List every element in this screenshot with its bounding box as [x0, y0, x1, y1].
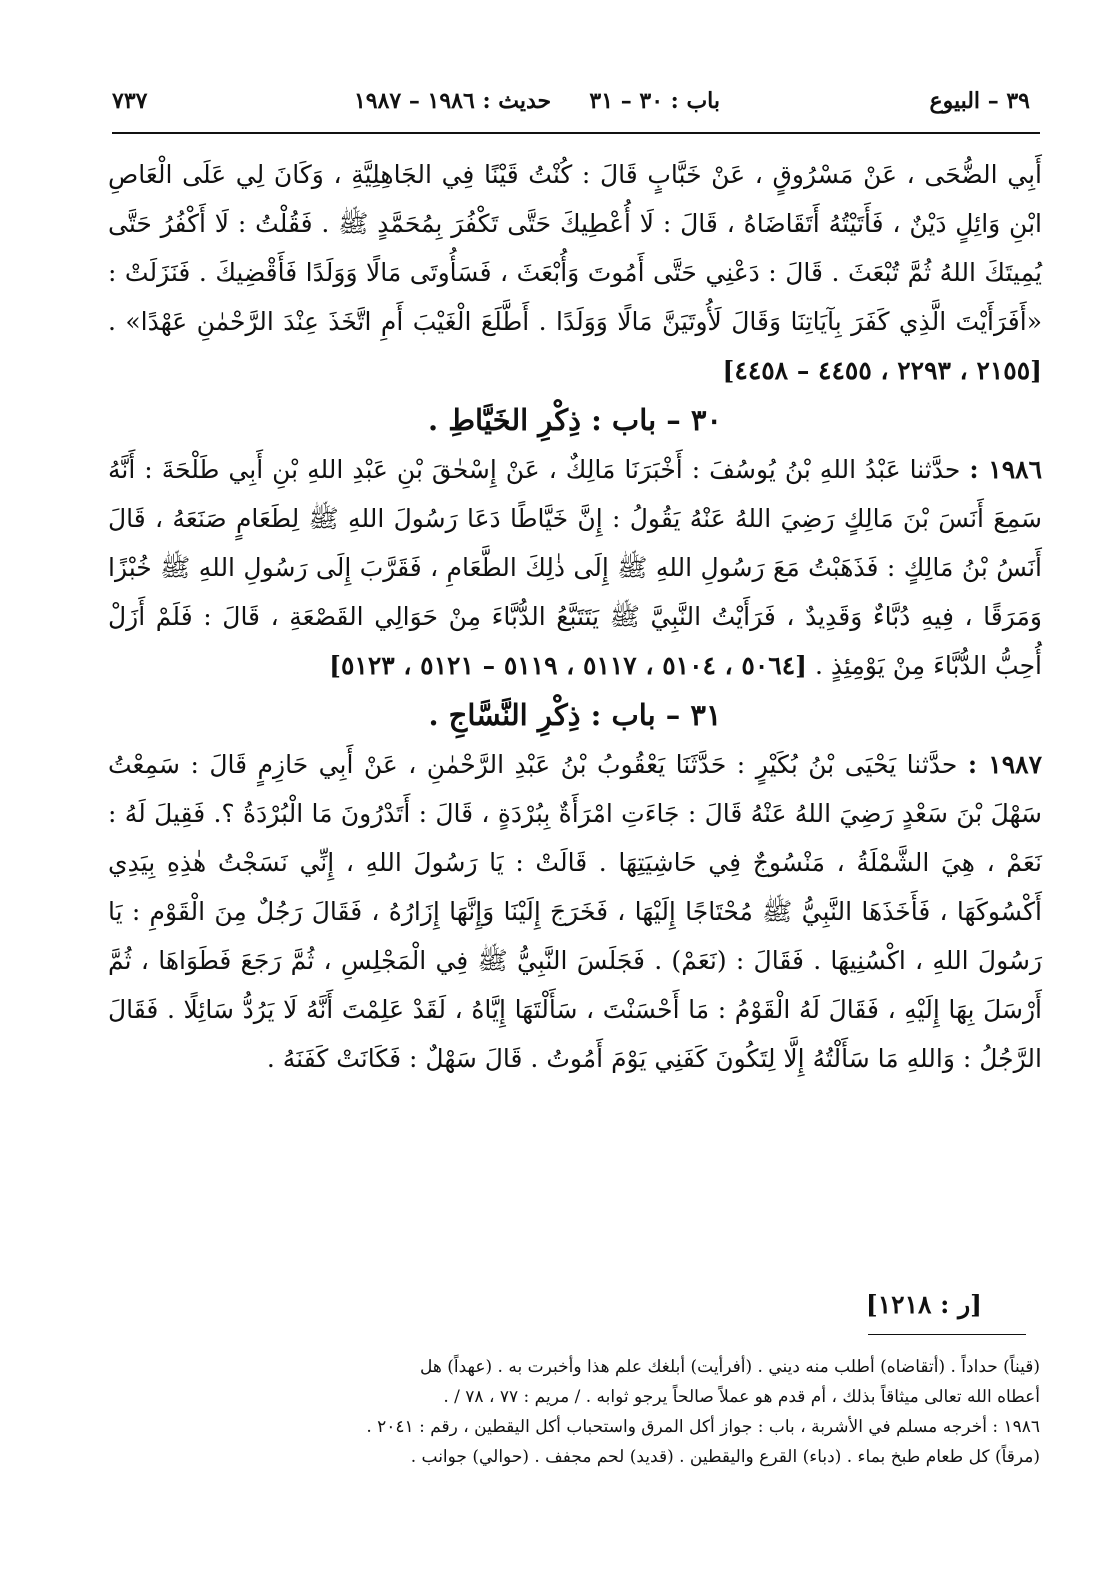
hadith-1987-refs: [ر : ١٢١٨]	[865, 1290, 982, 1319]
chapter-title-30: ٣٠ – باب : ذِكْرِ الخَيَّاطِ .	[428, 403, 722, 437]
header-divider	[112, 132, 1040, 134]
hadith-1987	[108, 740, 1042, 1083]
footnote-line: (مرقاً) كل طعام طبخ بماء . (دباء) القرع واليقطين . (قديد) لحم مجفف . (حوالي) جوانب .	[410, 1447, 1040, 1467]
hadith-1987-text: حدَّثنا يَحْيَى بْنُ بُكَيْرٍ : حَدَّثَنَا يَعْقُوبُ بْنُ عَبْدِ الرَّحْمٰنِ ، عَنْ أَبِي حَازِمٍ قَالَ : سَمِعْتُ سَهْلَ بْنَ سَعْدٍ رَضِيَ اللهُ عَنْهُ قَالَ : جَاءَتِ امْرَأَةٌ بِبُرْدَةٍ ، قَالَ : أَتَدْرُونَ مَا الْبُرْدَةُ ؟. فَقِيلَ لَهُ : نَعَمْ ، هِيَ الشَّمْلَةُ ، مَنْسُوجٌ فِي حَاشِيَتِهَا . قَالَتْ : يَا رَسُولَ اللهِ ، إِنِّي نَسَجْتُ هٰذِهِ بِيَدِي أَكْسُوكَهَا ، فَأَخَذَهَا النَّبِيُّ ﷺ مُحْتَاجًا إِلَيْهَا ، فَخَرَجَ إِلَيْنَا وَإِنَّهَا إِزَارُهُ ، فَقَالَ رَجُلٌ مِنَ الْقَوْمِ : يَا رَسُولَ اللهِ ، اكْسُنِيهَا . فَقَالَ : (نَعَمْ) . فَجَلَسَ النَّبِيُّ ﷺ فِي الْمَجْلِسِ ، ثُمَّ رَجَعَ فَطَوَاهَا ، ثُمَّ أَرْسَلَ بِهَا إِلَيْهِ ، فَقَالَ لَهُ الْقَوْمُ : مَا أَحْسَنْتَ ، سَأَلْتَهَا إِيَّاهُ ، لَقَدْ عَلِمْتَ أَنَّهُ لَا يَرُدُّ سَائِلًا . فَقَالَ الرَّجُلُ : وَاللهِ مَا سَأَلْتُهُ إِلَّا لِتَكُونَ كَفَنِي يَوْمَ أَمُوتُ . قَالَ سَهْلٌ : فَكَانَتْ كَفَنَهُ .	[108, 750, 1042, 1073]
hadith-1986-number: ١٩٨٦ :	[969, 455, 1043, 484]
page-number: ٧٣٧	[112, 88, 148, 114]
header-bab-ref: باب : ٣٠ – ٣١	[589, 88, 720, 114]
continued-hadith-refs: [٢١٥٥ ، ٢٢٩٣ ، ٤٤٥٥ – ٤٤٥٨]	[722, 356, 1042, 385]
continued-hadith	[108, 150, 1042, 395]
header-chapter: ٣٩ – البيوع	[929, 88, 1030, 114]
footnote-line: ١٩٨٦ : أخرجه مسلم في الأشربة ، باب : جواز أكل المرق واستحباب أكل اليقطين ، رقم : ٢٠٤١ .	[366, 1417, 1040, 1437]
hadith-1987-number: ١٩٨٧ :	[967, 750, 1042, 779]
footnote-divider	[868, 1334, 1026, 1335]
main-text	[108, 150, 1042, 1083]
footnotes	[140, 1352, 1040, 1472]
chapter-title-31: ٣١ – باب : ذِكْرِ النَّسَّاجِ .	[428, 698, 722, 732]
footnote-line: (قيناً) حداداً . (أتقاضاه) أطلب منه ديني . (أفرأيت) أبلغك علم هذا وأخبرت به . (عهداً) هل	[420, 1357, 1040, 1377]
header-hadith-ref: حديث : ١٩٨٦ – ١٩٨٧	[353, 88, 552, 114]
hadith-1986-refs: [٥٠٦٤ ، ٥١٠٤ ، ٥١١٧ ، ٥١١٩ – ٥١٢١ ، ٥١٢٣]	[329, 651, 807, 680]
hadith-1986	[108, 445, 1042, 690]
continued-hadith-text: أَبِي الضُّحَى ، عَنْ مَسْرُوقٍ ، عَنْ خَبَّابٍ قَالَ : كُنْتُ قَيْنًا فِي الجَاهِلِيَّةِ ، وَكَانَ لِي عَلَى الْعَاصِ ابْنِ وَائِلٍ دَيْنٌ ، فَأَتَيْتُهُ أَتَقَاضَاهُ ، قَالَ : لَا أُعْطِيكَ حَتَّى تَكْفُرَ بِمُحَمَّدٍ ﷺ . فَقُلْتُ : لَا أَكْفُرُ حَتَّى يُمِيتَكَ اللهُ ثُمَّ تُبْعَثَ . قَالَ : دَعْنِي حَتَّى أَمُوتَ وَأُبْعَثَ ، فَسَأُوتَى مَالًا وَوَلَدًا فَأَقْضِيكَ . فَنَزَلَتْ : «أَفَرَأَيْتَ الَّذِي كَفَرَ بِآيَاتِنَا وَقَالَ لَأُوتَيَنَّ مَالًا وَوَلَدًا . أَطَّلَعَ الْغَيْبَ أَمِ اتَّخَذَ عِنْدَ الرَّحْمٰنِ عَهْدًا» .	[108, 160, 1042, 336]
page-header	[112, 82, 1030, 122]
hadith-1986-text: حدَّثنا عَبْدُ اللهِ بْنُ يُوسُفَ : أَخْبَرَنَا مَالِكٌ ، عَنْ إِسْحٰقَ بْنِ عَبْدِ اللهِ بْنِ أَبِي طَلْحَةَ : أَنَّهُ سَمِعَ أَنَسَ بْنَ مَالِكٍ رَضِيَ اللهُ عَنْهُ يَقُولُ : إِنَّ خَيَّاطًا دَعَا رَسُولَ اللهِ ﷺ لِطَعَامٍ صَنَعَهُ ، قَالَ أَنَسُ بْنُ مَالِكٍ : فَذَهَبْتُ مَعَ رَسُولِ اللهِ ﷺ إِلَى ذٰلِكَ الطَّعَامِ ، فَقَرَّبَ إِلَى رَسُولِ اللهِ ﷺ خُبْزًا وَمَرَقًا ، فِيهِ دُبَّاءٌ وَقَدِيدٌ ، فَرَأَيْتُ النَّبِيَّ ﷺ يَتَتَبَّعُ الدُّبَّاءَ مِنْ حَوَالِي القَصْعَةِ ، قَالَ : فَلَمْ أَزَلْ أُحِبُّ الدُّبَّاءَ مِنْ يَوْمِئِذٍ .	[108, 455, 1042, 680]
footnote-line: أعطاه الله تعالى ميثاقاً بذلك ، أم قدم هو عملاً صالحاً يرجو ثوابه . / مريم : ٧٧ ، ٧٨ / .	[443, 1387, 1040, 1407]
header-references	[354, 88, 720, 114]
